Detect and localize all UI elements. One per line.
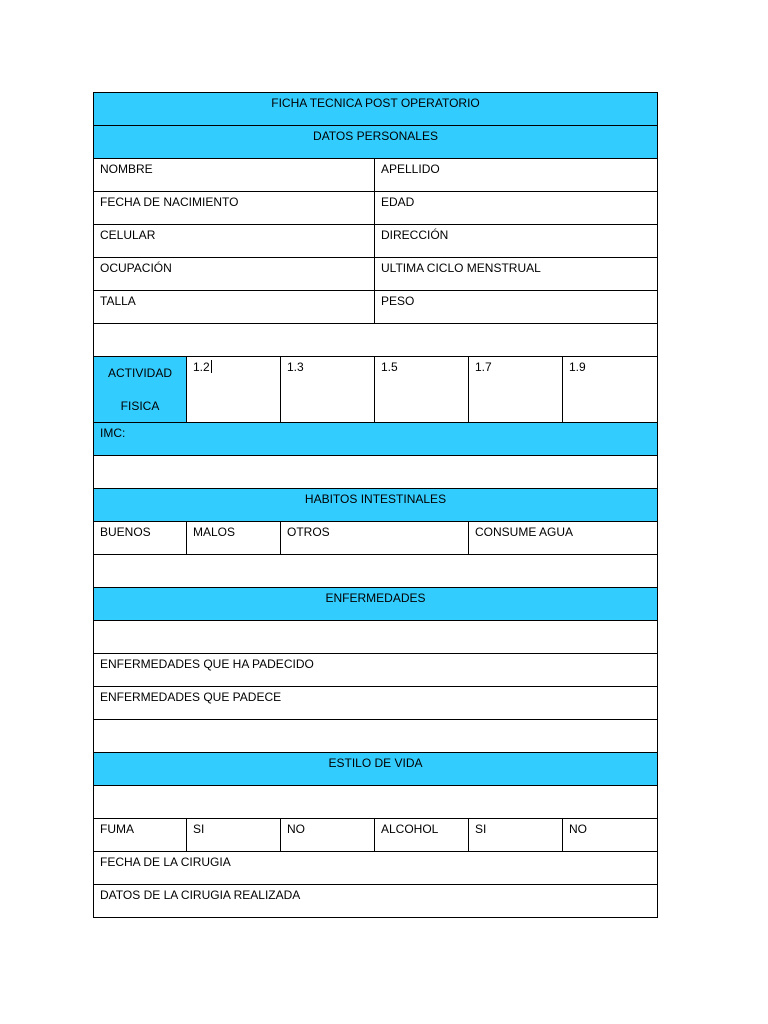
actividad-option-1-3[interactable]: 1.3 — [281, 357, 375, 423]
field-otros[interactable]: OTROS — [281, 522, 469, 555]
section-header-estilo-de-vida: ESTILO DE VIDA — [94, 753, 658, 786]
section-header-enfermedades: ENFERMEDADES — [94, 588, 658, 621]
empty-row[interactable] — [94, 324, 658, 357]
empty-row[interactable] — [94, 621, 658, 654]
actividad-label-line1: ACTIVIDAD — [107, 366, 172, 380]
field-peso[interactable]: PESO — [375, 291, 658, 324]
field-imc[interactable]: IMC: — [94, 423, 658, 456]
form-title: FICHA TECNICA POST OPERATORIO — [94, 93, 658, 126]
actividad-option-1-2[interactable]: 1.2 — [187, 357, 281, 423]
field-buenos[interactable]: BUENOS — [94, 522, 187, 555]
section-header-datos-personales: DATOS PERSONALES — [94, 126, 658, 159]
actividad-option-1-7[interactable]: 1.7 — [469, 357, 563, 423]
actividad-label-line2: FISICA — [120, 399, 160, 413]
field-edad[interactable]: EDAD — [375, 192, 658, 225]
field-fecha-nacimiento[interactable]: FECHA DE NACIMIENTO — [94, 192, 375, 225]
field-apellido[interactable]: APELLIDO — [375, 159, 658, 192]
text-cursor-icon — [211, 360, 212, 373]
field-nombre[interactable]: NOMBRE — [94, 159, 375, 192]
field-fecha-cirugia[interactable]: FECHA DE LA CIRUGIA — [94, 852, 658, 885]
actividad-option-1-5[interactable]: 1.5 — [375, 357, 469, 423]
actividad-option-1-9[interactable]: 1.9 — [563, 357, 658, 423]
field-celular[interactable]: CELULAR — [94, 225, 375, 258]
field-talla[interactable]: TALLA — [94, 291, 375, 324]
empty-row[interactable] — [94, 786, 658, 819]
post-op-form-table — [93, 92, 658, 918]
field-enfermedades-padece[interactable]: ENFERMEDADES QUE PADECE — [94, 687, 658, 720]
field-malos[interactable]: MALOS — [187, 522, 281, 555]
empty-row[interactable] — [94, 456, 658, 489]
field-direccion[interactable]: DIRECCIÓN — [375, 225, 658, 258]
field-datos-cirugia-realizada[interactable]: DATOS DE LA CIRUGIA REALIZADA — [94, 885, 658, 918]
field-fuma-si[interactable]: SI — [187, 819, 281, 852]
field-enfermedades-ha-padecido[interactable]: ENFERMEDADES QUE HA PADECIDO — [94, 654, 658, 687]
field-alcohol[interactable]: ALCOHOL — [375, 819, 469, 852]
field-ocupacion[interactable]: OCUPACIÓN — [94, 258, 375, 291]
field-fuma[interactable]: FUMA — [94, 819, 187, 852]
actividad-fisica-label — [94, 357, 187, 423]
field-consume-agua[interactable]: CONSUME AGUA — [469, 522, 658, 555]
field-fuma-no[interactable]: NO — [281, 819, 375, 852]
section-header-habitos-intestinales: HABITOS INTESTINALES — [94, 489, 658, 522]
field-ultima-ciclo-menstrual[interactable]: ULTIMA CICLO MENSTRUAL — [375, 258, 658, 291]
empty-row[interactable] — [94, 720, 658, 753]
empty-row[interactable] — [94, 555, 658, 588]
field-alcohol-no[interactable]: NO — [563, 819, 658, 852]
field-alcohol-si[interactable]: SI — [469, 819, 563, 852]
